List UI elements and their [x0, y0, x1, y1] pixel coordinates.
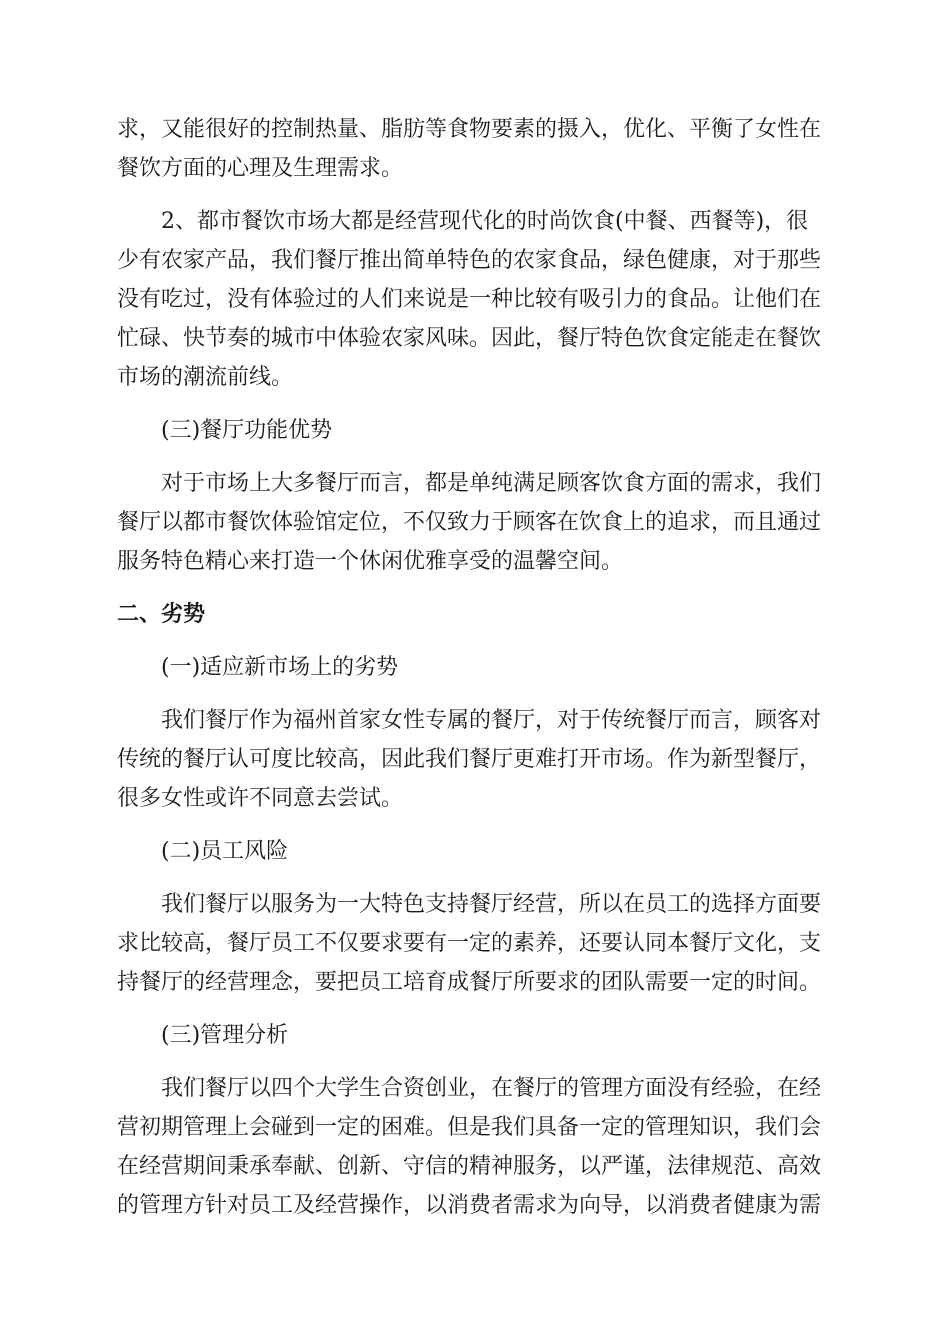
- paragraph-female-needs: [117, 110, 833, 188]
- subheading-new-market: [117, 648, 833, 687]
- subheading-text: (二)员工风险: [161, 839, 289, 864]
- section-heading-weakness: [117, 595, 833, 634]
- section-heading-text: 二、劣势: [117, 602, 206, 627]
- paragraph-new-market: [117, 701, 833, 818]
- text-line: 我们餐厅以四个大学生合资创业，在餐厅的管理方面没有经验，在经: [161, 1076, 822, 1101]
- text-line: 求，又能很好的控制热量、脂肪等食物要素的摄入，优化、平衡了女性在: [117, 117, 822, 142]
- subheading-text: (一)适应新市场上的劣势: [161, 655, 399, 680]
- subheading-staff-risk: [117, 832, 833, 871]
- paragraph-management: [117, 1069, 833, 1225]
- subheading-text: (三)餐厅功能优势: [161, 418, 333, 443]
- text-line: 在经营期间秉承奉献、创新、守信的精神服务，以严谨，法律规范、高效: [117, 1154, 822, 1179]
- document-body: [117, 110, 833, 1225]
- subheading-function-advantage: [117, 411, 833, 450]
- text-line: 没有吃过，没有体验过的人们来说是一种比较有吸引力的食品。让他们在: [117, 287, 822, 312]
- text-line: 求比较高，餐厅员工不仅要求要有一定的素养，还要认同本餐厅文化，支: [117, 931, 822, 956]
- text-line: 的管理方针对员工及经营操作，以消费者需求为向导，以消费者健康为需: [117, 1193, 822, 1218]
- text-line: 服务特色精心来打造一个休闲优雅享受的温馨空间。: [117, 549, 624, 574]
- paragraph-urban-dining-market: [117, 202, 833, 397]
- text-line: 少有农家产品，我们餐厅推出简单特色的农家食品，绿色健康，对于那些: [117, 248, 822, 273]
- paragraph-staff-risk: [117, 885, 833, 1002]
- text-line: 我们餐厅以服务为一大特色支持餐厅经营，所以在员工的选择方面要: [161, 892, 822, 917]
- paragraph-function-advantage: [117, 464, 833, 581]
- text-line: 对于市场上大多餐厅而言，都是单纯满足顾客饮食方面的需求，我们: [161, 471, 822, 496]
- text-line: 传统的餐厅认可度比较高，因此我们餐厅更难打开市场。作为新型餐厅，: [117, 747, 822, 772]
- text-line: 餐厅以都市餐饮体验馆定位，不仅致力于顾客在饮食上的追求，而且通过: [117, 510, 822, 535]
- text-line: 持餐厅的经营理念，要把员工培育成餐厅所要求的团队需要一定的时间。: [117, 970, 822, 995]
- text-line: 餐饮方面的心理及生理需求。: [117, 156, 404, 181]
- text-line: 很多女性或许不同意去尝试。: [117, 786, 404, 811]
- subheading-text: (三)管理分析: [161, 1023, 289, 1048]
- text-line: 我们餐厅作为福州首家女性专属的餐厅，对于传统餐厅而言，顾客对: [161, 708, 822, 733]
- text-line: 市场的潮流前线。: [117, 365, 294, 390]
- text-line: 2、都市餐饮市场大都是经营现代化的时尚饮食(中餐、西餐等)，很: [161, 209, 809, 234]
- subheading-management: [117, 1016, 833, 1055]
- text-line: 营初期管理上会碰到一定的困难。但是我们具备一定的管理知识，我们会: [117, 1115, 822, 1140]
- text-line: 忙碌、快节奏的城市中体验农家风味。因此，餐厅特色饮食定能走在餐饮: [117, 326, 822, 351]
